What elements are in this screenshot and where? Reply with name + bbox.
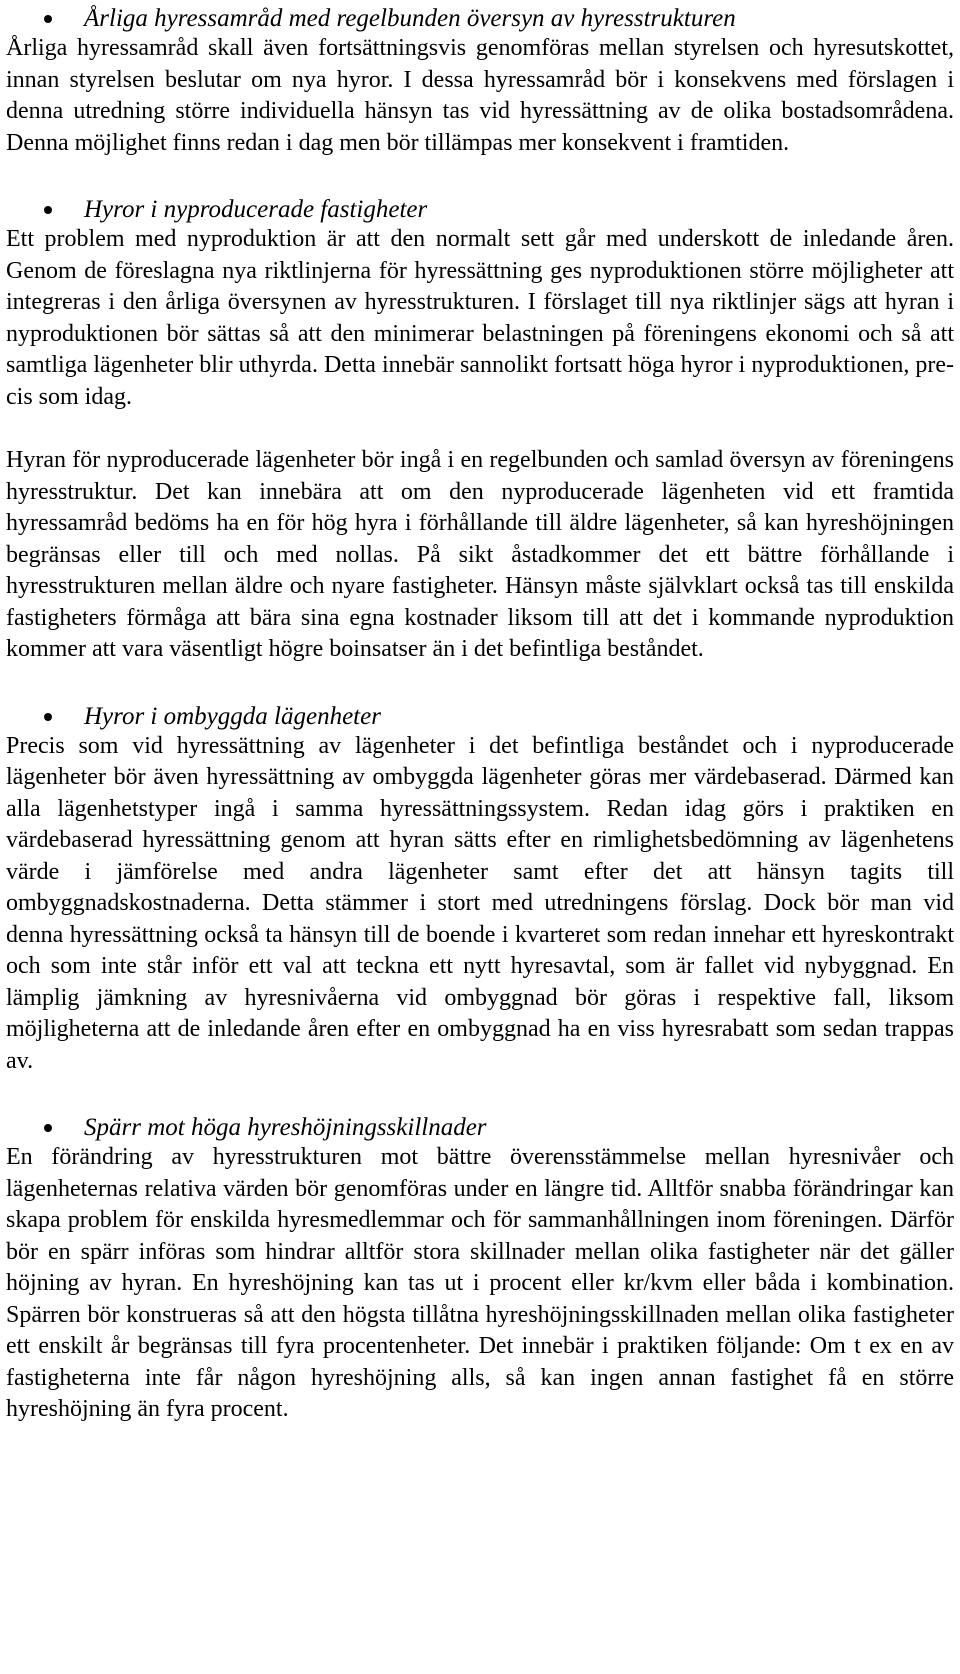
paragraph: Årliga hyressamråd skall även fortsättningsvis genomföras mellan styrelsen och hyresutskottet, innan styrelsen beslutar om nya hyror. I dessa hyressamråd bör i konsekvens med förslagen i denna utredning större individuella hänsyn tas vid hyressättning av de olika bostadsområdena. Denna möjlighet finns redan i dag men bör tillämpas mer konsekvent i framtiden.: [6, 35, 954, 156]
paragraph: Ett problem med nyproduktion är att den normalt sett går med underskott de inledande åren. Genom de föreslagna nya riktlinjerna för hyressättning ges nyproduktionen större möjligheter att integreras i den årliga översynen av hyresstrukturen. I förslaget till nya riktlinjer sägs att hyran i nyproduktionen bör sättas så att den minimerar belastningen på föreningens ekonomi och så att samtliga lägenheter blir uthyrda. Detta innebär sannolikt fortsatt höga hyror i nyproduktionen, precis som idag.: [6, 226, 954, 410]
heading-text: Spärr mot höga hyreshöjningsskillnader: [84, 1114, 487, 1141]
section-annual-rent-consultation: [6, 0, 954, 159]
heading-text: Hyror i ombyggda lägenheter: [84, 702, 381, 730]
section-heading: [6, 0, 954, 33]
document-page: [6, 0, 954, 1426]
bullet-icon: [44, 1124, 52, 1132]
paragraph: Precis som vid hyressättning av lägenheter i det befintliga beståndet och i nyproducerade lägenheter bör även hyressättning av ombyggda lägenheter göras mer värdebaserad. Därmed kan alla lägenhetstyper ingå i samma hyressättningssystem. Redan idag görs i praktiken en värdebaserad hyressättning genom att hyran sätts efter en rimlighetsbedömning av lägenhetens värde i jämförelse med andra lägenheter samt efter det att hänsyn tagits till ombyggnadskostnaderna. Detta stämmer i stort med utredningens förslag. Dock bör man vid denna hyressättning också ta hänsyn till de boende i kvarteret som redan innehar ett hyreskontrakt och som inte står inför ett val att teckna ett nytt hyresavtal, som är fallet vid nybyggnad. En lämplig jämkning av hyresnivåerna vid ombyggnad bör göras i respektive fall, liksom möjligheterna att de inledande åren efter en ombyggnad ha en viss hyresrabatt som sedan trappas av.: [6, 732, 954, 1074]
heading-text: Hyror i nyproducerade fastigheter: [84, 196, 428, 223]
heading-text: Årliga hyressamråd med regelbunden översyn av hyresstrukturen: [84, 5, 736, 32]
section-heading: [6, 191, 954, 224]
paragraph: Hyran för nyproducerade lägenheter bör ingå i en regelbunden och samlad översyn av föreningens hyresstruktur. Det kan innebära att om den nyproducerade lägenheten vid ett framtida hyressamråd bedöms ha en för hög hyra i förhållande till äldre lägenheter, så kan hyreshöjningen begränsas eller till och med nollas. På sikt åstadkommer det ett bättre förhållande i hyresstrukturen mellan äldre och nyare fastigheter. Hänsyn måste självklart också tas till enskilda fastigheters förmåga att bära sina egna kostnader liksom till att det i kommande nyproduktion kommer att vara väsentligt högre boinsatser än i det befintliga beståndet.: [6, 447, 954, 662]
bullet-icon: [44, 15, 52, 23]
bullet-icon: [44, 206, 52, 214]
section-rent-increase-cap: [6, 1109, 954, 1426]
section-renovated-apartment-rents: [6, 698, 954, 1078]
section-new-production-rents: [6, 191, 954, 666]
section-heading: [6, 1109, 954, 1142]
paragraph: En förändring av hyresstrukturen mot bättre överensstämmelse mellan hyresnivåer och lägenheternas relativa värden bör genomföras under en längre tid. Alltför snabba förändringar kan skapa problem för enskilda hyresmedlemmar och för sammanhållningen inom föreningen. Därför bör en spärr införas som hindrar alltför stora skillnader mellan olika fastigheter när det gäller höjning av hyran. En hyreshöjning kan tas ut i procent eller kr/kvm eller båda i kombination. Spärren bör konstrueras så att den högsta tillåtna hyreshöjningsskillnaden mellan olika fastigheter ett enskilt år begränsas till fyra procentenheter. Det innebär i praktiken följande: Om t ex en av fastigheterna inte får någon hyreshöjning alls, så kan ingen annan fastighet få en större hyreshöjning än fyra procent.: [6, 1144, 954, 1422]
section-heading: [6, 698, 954, 731]
bullet-icon: [44, 713, 52, 721]
